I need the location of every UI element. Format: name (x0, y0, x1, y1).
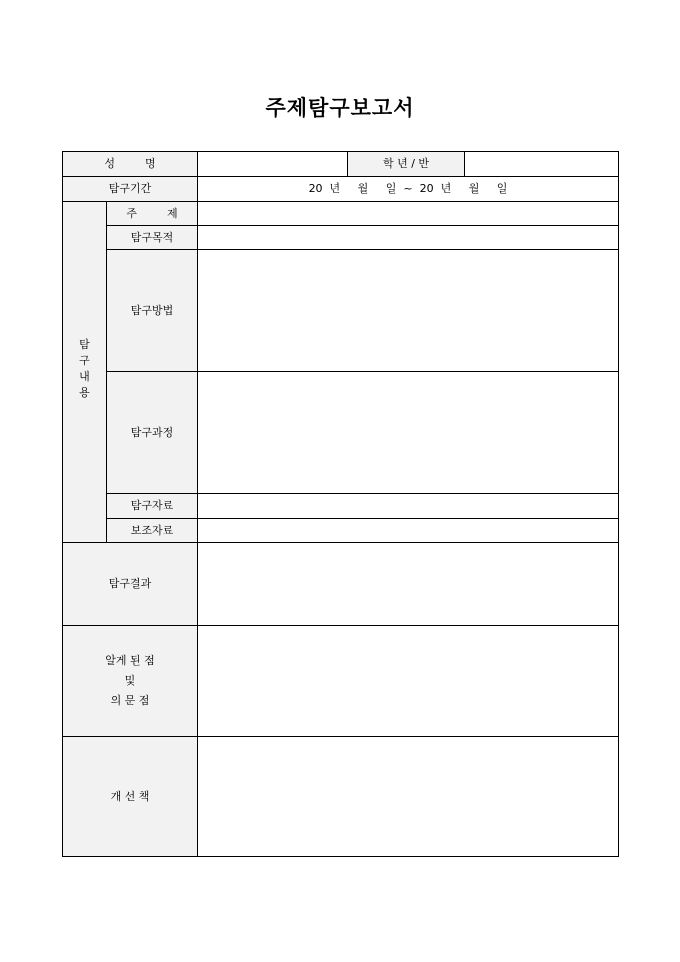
grade-class-label-cell (347, 151, 465, 177)
learned-label-line2: 및 (124, 674, 136, 687)
results-label: 탐구결과 (108, 577, 152, 590)
aux-materials-label-cell (106, 518, 198, 543)
period-value-cell[interactable] (197, 176, 619, 202)
purpose-label-cell (106, 225, 198, 250)
method-label: 탐구방법 (130, 303, 174, 317)
learned-value-cell[interactable] (197, 625, 619, 737)
period-label: 탐구기간 (108, 182, 152, 195)
period-label-cell (62, 176, 198, 202)
topic-label-part1: 주 (126, 206, 137, 220)
content-label-char-1: 탐 (79, 338, 90, 351)
name-label-part2: 명 (145, 157, 156, 170)
topic-label-cell (106, 201, 198, 226)
page-title: 주제탐구보고서 (265, 96, 415, 120)
aux-materials-label: 보조자료 (130, 523, 174, 537)
process-label-cell (106, 371, 198, 494)
name-label-part1: 성 (104, 157, 115, 170)
name-value-cell[interactable] (197, 151, 348, 177)
learned-label-cell (62, 625, 198, 737)
topic-value-cell[interactable] (197, 201, 619, 226)
purpose-label: 탐구목적 (130, 230, 174, 244)
improvement-value-cell[interactable] (197, 736, 619, 857)
aux-materials-value-cell[interactable] (197, 518, 619, 543)
period-value: 20 년 월 일 ~ 20 년 월 일 (308, 182, 508, 195)
topic-label-part2: 제 (167, 206, 178, 220)
materials-value-cell[interactable] (197, 493, 619, 519)
improvement-label-cell (62, 736, 198, 857)
purpose-value-cell[interactable] (197, 225, 619, 250)
process-value-cell[interactable] (197, 371, 619, 494)
materials-label-cell (106, 493, 198, 519)
grade-class-label: 학 년 / 반 (382, 157, 430, 170)
learned-label-line1: 알게 된 점 (105, 654, 155, 667)
results-label-cell (62, 542, 198, 626)
method-value-cell[interactable] (197, 249, 619, 372)
results-value-cell[interactable] (197, 542, 619, 626)
content-label-char-3: 내 (79, 370, 90, 383)
method-label-cell (106, 249, 198, 372)
improvement-label: 개 선 책 (110, 789, 150, 803)
content-section-label-cell (62, 201, 107, 543)
process-label: 탐구과정 (130, 425, 174, 439)
grade-class-value-cell[interactable] (464, 151, 619, 177)
content-label-char-2: 구 (79, 354, 90, 367)
materials-label: 탐구자료 (130, 499, 174, 512)
name-label-cell (62, 151, 198, 177)
content-label-char-4: 용 (79, 386, 90, 399)
learned-label-line3: 의 문 점 (110, 694, 150, 707)
